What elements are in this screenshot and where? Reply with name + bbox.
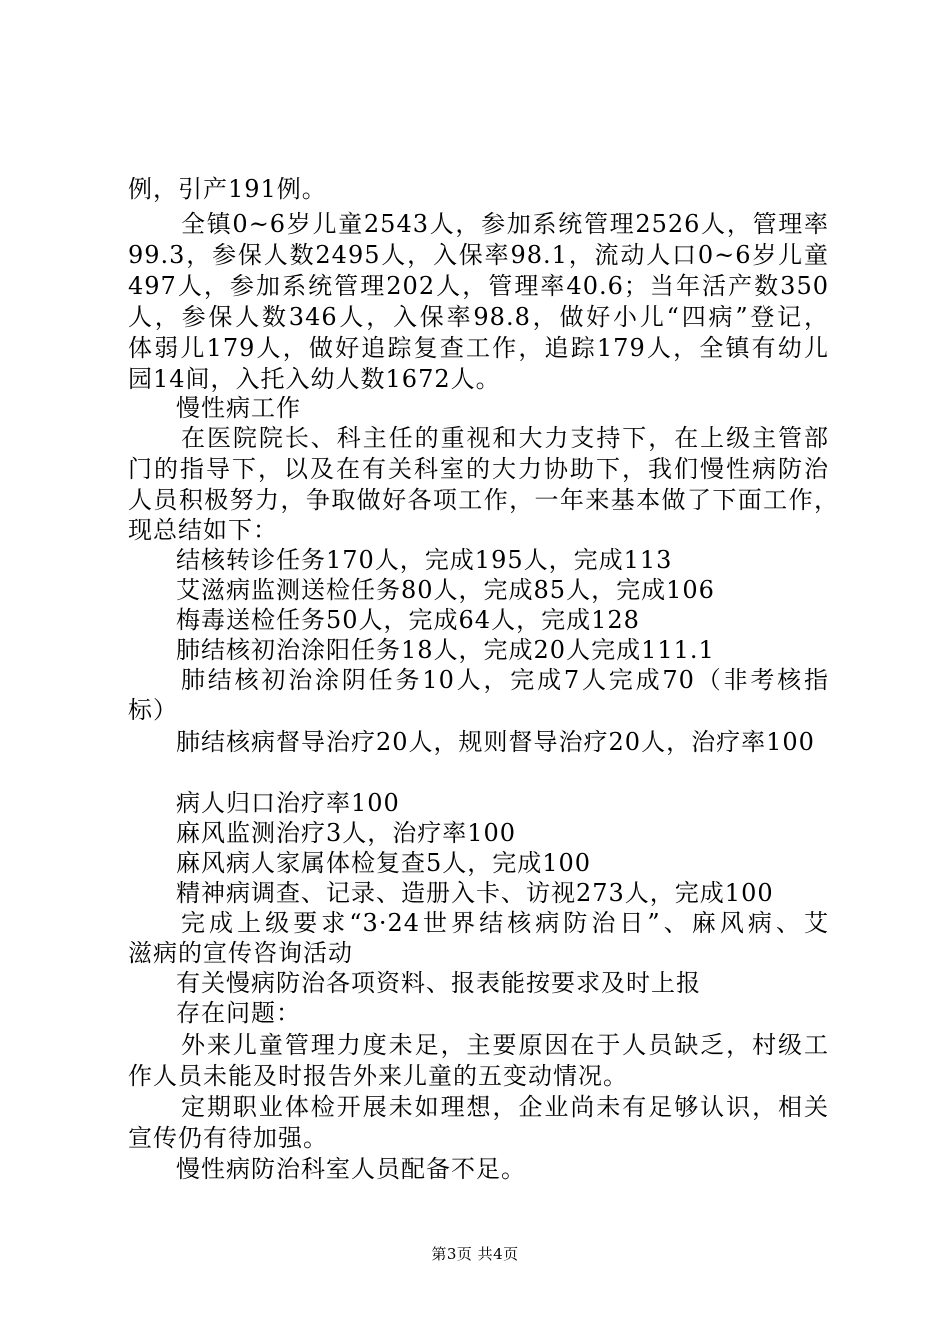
body-line: 人，参保人数346人，入保率98.8，做好小儿“四病”登记， [128,303,829,331]
list-item: 梅毒送检任务50人，完成64人，完成128 [176,606,640,634]
list-item: 滋病的宣传咨询活动 [128,939,353,967]
list-item: 有关慢病防治各项资料、报表能按要求及时上报 [176,969,701,997]
list-item: 麻风监测治疗3人，治疗率100 [176,819,517,847]
body-line: 497人，参加系统管理202人，管理率40.6；当年活产数350 [128,272,829,300]
list-item: 肺结核初治涂阳任务18人，完成20人完成111.1 [176,636,715,664]
body-line: 宣传仍有待加强。 [128,1124,328,1152]
body-line: 现总结如下： [128,516,278,544]
section-heading: 存在问题： [176,999,301,1027]
body-line: 慢性病防治科室人员配备不足。 [176,1155,526,1183]
body-line: 99.3，参保人数2495人，入保率98.1，流动人口0~6岁儿童 [128,241,829,269]
list-item: 肺结核初治涂阴任务10人，完成7人完成70（非考核指 [181,666,829,694]
body-line: 定期职业体检开展未如理想，企业尚未有足够认识，相关 [181,1093,829,1121]
body-line: 全镇0~6岁儿童2543人，参加系统管理2526人，管理率 [181,210,829,238]
list-item: 肺结核病督导治疗20人，规则督导治疗20人，治疗率100 [176,728,815,756]
list-item: 标） [128,696,178,724]
section-heading: 慢性病工作 [176,394,301,422]
body-line: 体弱儿179人，做好追踪复查工作，追踪179人，全镇有幼儿 [128,334,829,362]
list-item: 结核转诊任务170人，完成195人，完成113 [176,546,673,574]
list-item: 完成上级要求“3·24世界结核病防治日”、麻风病、艾 [181,909,829,937]
body-line: 外来儿童管理力度未足，主要原因在于人员缺乏，村级工 [181,1031,829,1059]
body-line: 门的指导下，以及在有关科室的大力协助下，我们慢性病防治 [128,455,829,483]
list-item: 麻风病人家属体检复查5人，完成100 [176,849,592,877]
body-line: 在医院院长、科主任的重视和大力支持下，在上级主管部 [181,424,829,452]
body-line: 园14间，入托入幼人数1672人。 [128,365,501,393]
body-line: 例，引产191例。 [128,175,327,203]
list-item: 精神病调查、记录、造册入卡、访视273人，完成100 [176,879,774,907]
list-item: 病人归口治疗率100 [176,789,400,817]
list-item: 艾滋病监测送检任务80人，完成85人，完成106 [176,576,715,604]
page-number-footer: 第3页 共4页 [431,1245,519,1263]
body-line: 人员积极努力，争取做好各项工作，一年来基本做了下面工作， [128,486,839,514]
body-line: 作人员未能及时报告外来儿童的五变动情况。 [128,1062,628,1090]
